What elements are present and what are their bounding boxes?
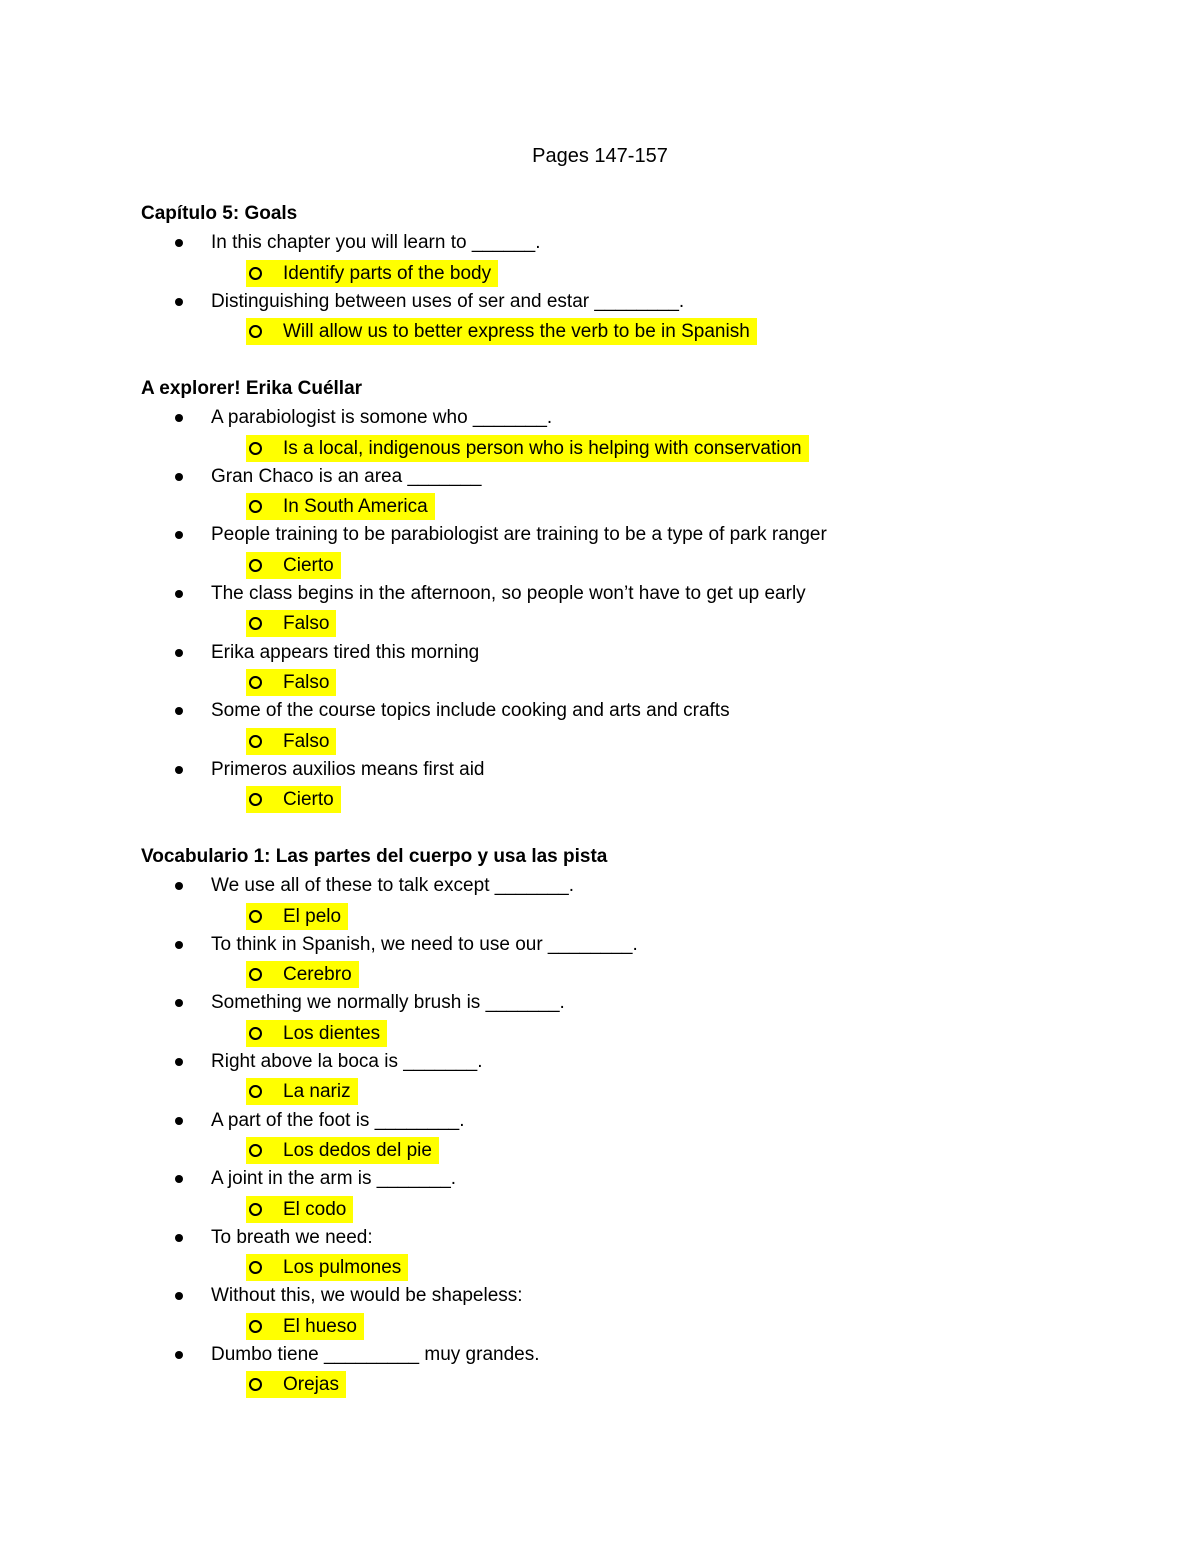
circle-bullet-icon (249, 559, 262, 572)
question-item (141, 1223, 607, 1252)
circle-bullet-icon (249, 1144, 262, 1157)
answer-item (141, 1369, 607, 1398)
answer-highlight (246, 1020, 387, 1047)
circle-bullet-icon (249, 1261, 262, 1274)
question-item (141, 1281, 607, 1310)
question-text: Some of the course topics include cooking and arts and crafts (211, 700, 730, 722)
answer-highlight (246, 728, 336, 755)
circle-bullet-icon (249, 968, 262, 981)
section-heading: A explorer! Erika Cuéllar (141, 378, 363, 399)
answer-text: Is a local, indigenous person who is helping with conservation (283, 437, 802, 459)
answer-text: Los dedos del pie (283, 1139, 432, 1161)
question-item (141, 579, 806, 608)
circle-bullet-icon (249, 442, 262, 455)
answer-text: El hueso (283, 1315, 357, 1337)
answer-text: Cerebro (283, 964, 352, 986)
section-heading: Vocabulario 1: Las partes del cuerpo y usa las pista (141, 846, 608, 867)
answer-highlight (246, 786, 341, 813)
answer-highlight (246, 669, 336, 696)
answer-highlight (246, 903, 348, 930)
circle-bullet-icon (249, 617, 262, 630)
answer-highlight (246, 1254, 408, 1281)
circle-bullet-icon (249, 1027, 262, 1040)
bullet-icon (175, 1058, 183, 1066)
section-goals (141, 199, 750, 345)
circle-bullet-icon (249, 1203, 262, 1216)
question-item (141, 520, 827, 549)
answer-text: El codo (283, 1198, 347, 1220)
answer-highlight (246, 1371, 346, 1398)
question-text: To think in Spanish, we need to use our ________. (211, 933, 638, 955)
answer-text: Los pulmones (283, 1257, 402, 1279)
section-explorer (141, 374, 827, 813)
circle-bullet-icon (249, 325, 262, 338)
bullet-icon (175, 766, 183, 774)
answer-item (141, 784, 362, 813)
answer-text: Orejas (283, 1374, 339, 1396)
circle-bullet-icon (249, 793, 262, 806)
question-item (141, 755, 485, 784)
question-text: People training to be parabiologist are training to be a type of park ranger (211, 524, 827, 546)
answer-item (141, 1135, 607, 1164)
question-item (141, 638, 480, 667)
question-item (141, 228, 541, 257)
answer-text: La nariz (283, 1081, 351, 1103)
circle-bullet-icon (249, 267, 262, 280)
bullet-icon (175, 1117, 183, 1125)
question-text: A parabiologist is somone who _______. (211, 407, 553, 429)
answer-item (141, 1076, 607, 1105)
question-text: A joint in the arm is _______. (211, 1168, 457, 1190)
bullet-icon (175, 707, 183, 715)
question-text: To breath we need: (211, 1226, 373, 1248)
question-text: Gran Chaco is an area _______ (211, 465, 482, 487)
answer-highlight (246, 318, 757, 345)
answer-item (141, 316, 750, 345)
question-text: Something we normally brush is _______. (211, 992, 565, 1014)
question-text: Right above la boca is _______. (211, 1051, 483, 1073)
answer-highlight (246, 1078, 358, 1105)
bullet-icon (175, 590, 183, 598)
question-text: The class begins in the afternoon, so people won’t have to get up early (211, 583, 806, 605)
bullet-icon (175, 473, 183, 481)
question-text: Without this, we would be shapeless: (211, 1285, 523, 1307)
section-heading: Capítulo 5: Goals (141, 203, 298, 224)
answer-highlight (246, 552, 341, 579)
answer-highlight (246, 1313, 364, 1340)
circle-bullet-icon (249, 500, 262, 513)
circle-bullet-icon (249, 1378, 262, 1391)
question-item (141, 1340, 607, 1369)
question-item (141, 930, 638, 959)
answer-highlight (246, 260, 498, 287)
bullet-icon (175, 239, 183, 247)
circle-bullet-icon (249, 735, 262, 748)
bullet-icon (175, 999, 183, 1007)
answer-text: Cierto (283, 789, 334, 811)
answer-text: Falso (283, 730, 330, 752)
answer-item (141, 1018, 607, 1047)
bullet-icon (175, 1351, 183, 1359)
answer-item (141, 959, 607, 988)
answer-item (141, 1194, 607, 1223)
answer-highlight (246, 435, 809, 462)
answer-text: Cierto (283, 554, 334, 576)
bullet-icon (175, 298, 183, 306)
question-text: Distinguishing between uses of ser and estar ________. (211, 290, 685, 312)
page-title: Pages 147-157 (532, 145, 668, 167)
bullet-icon (175, 882, 183, 890)
answer-highlight (246, 1196, 353, 1223)
answer-highlight (246, 610, 336, 637)
circle-bullet-icon (249, 1085, 262, 1098)
answer-item (141, 258, 492, 287)
bullet-icon (175, 531, 183, 539)
question-text: Dumbo tiene _________ muy grandes. (211, 1344, 540, 1366)
question-item (141, 287, 685, 316)
answer-item (141, 901, 607, 930)
circle-bullet-icon (249, 1320, 262, 1333)
question-item (141, 462, 482, 491)
bullet-icon (175, 1234, 183, 1242)
answer-item (141, 667, 362, 696)
circle-bullet-icon (249, 676, 262, 689)
answer-highlight (246, 961, 359, 988)
answer-item (141, 1311, 607, 1340)
answer-text: Falso (283, 613, 330, 635)
answer-item (141, 1252, 607, 1281)
question-text: We use all of these to talk except _______. (211, 875, 574, 897)
question-text: A part of the foot is ________. (211, 1109, 465, 1131)
answer-text: El pelo (283, 905, 342, 927)
question-text: In this chapter you will learn to ______. (211, 232, 541, 254)
section-vocabulario (141, 842, 638, 1399)
question-item (141, 988, 607, 1017)
bullet-icon (175, 414, 183, 422)
question-item (141, 1047, 607, 1076)
answer-text: Los dientes (283, 1022, 381, 1044)
question-item (141, 696, 730, 725)
answer-highlight (246, 493, 435, 520)
question-item (141, 403, 553, 432)
answer-item (141, 726, 362, 755)
answer-text: Will allow us to better express the verb to be in Spanish (283, 321, 750, 343)
answer-item (141, 608, 362, 637)
answer-item (141, 550, 362, 579)
question-text: Primeros auxilios means first aid (211, 758, 485, 780)
answer-text: Falso (283, 671, 330, 693)
answer-highlight (246, 1137, 439, 1164)
question-item (141, 871, 607, 900)
circle-bullet-icon (249, 910, 262, 923)
answer-text: Identify parts of the body (283, 262, 492, 284)
question-item (141, 1106, 607, 1135)
bullet-icon (175, 1292, 183, 1300)
bullet-icon (175, 649, 183, 657)
question-text: Erika appears tired this morning (211, 641, 480, 663)
bullet-icon (175, 941, 183, 949)
answer-text: In South America (283, 496, 428, 518)
answer-item (141, 433, 802, 462)
bullet-icon (175, 1175, 183, 1183)
answer-item (141, 491, 428, 520)
question-item (141, 1164, 607, 1193)
